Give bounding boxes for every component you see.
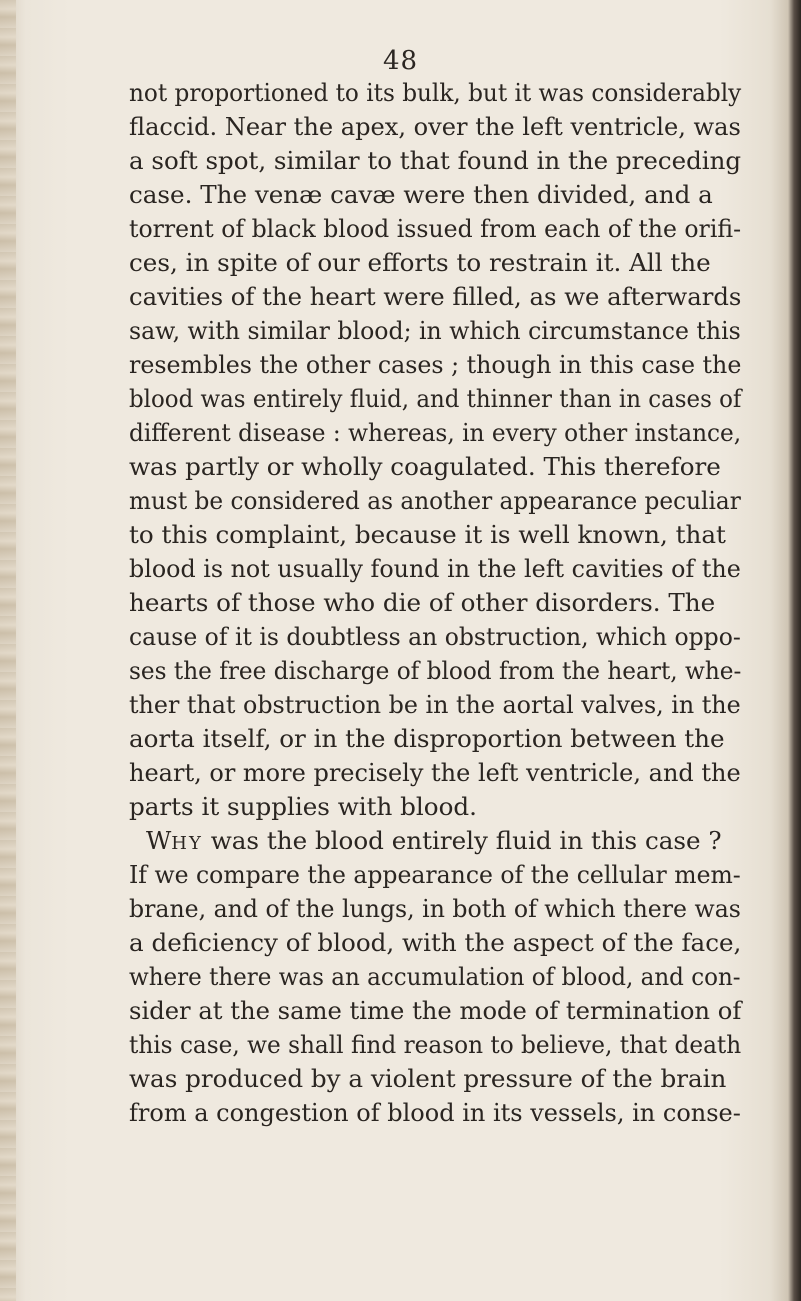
paragraph-opening-line	[146, 826, 722, 858]
text-line: where there was an accumulation of blood, and con-	[129, 962, 741, 991]
text-line: different disease : whereas, in every other instance,	[129, 418, 742, 447]
text-line: ces, in spite of our efforts to restrain it. All the	[129, 248, 711, 277]
text-line: blood was entirely fluid, and thinner than in cases of	[129, 384, 742, 413]
text-line: parts it supplies with blood.	[129, 792, 477, 821]
text-line: heart, or more precisely the left ventricle, and the	[129, 758, 741, 787]
text-line: flaccid. Near the apex, over the left ventricle, was	[129, 112, 741, 141]
drop-initial: W	[146, 826, 172, 855]
text-line: saw, with similar blood; in which circumstance this	[129, 316, 741, 345]
body-text	[0, 78, 801, 1288]
text-line: this case, we shall find reason to believe, that death	[129, 1030, 742, 1059]
text-line: If we compare the appearance of the cellular mem-	[129, 860, 741, 889]
text-line: torrent of black blood issued from each of the orifi-	[129, 214, 742, 243]
text-line: was produced by a violent pressure of the brain	[129, 1064, 727, 1093]
text-line: must be considered as another appearance peculiar	[129, 486, 741, 515]
text-line: a deficiency of blood, with the aspect of the face,	[129, 928, 742, 957]
text-line: aorta itself, or in the disproportion between the	[129, 724, 725, 753]
text-line: ther that obstruction be in the aortal valves, in the	[129, 690, 741, 719]
text-line: cause of it is doubtless an obstruction, which oppo-	[129, 622, 741, 651]
text-line: case. The venæ cavæ were then divided, and a	[129, 180, 713, 209]
page-number: 48	[382, 46, 419, 76]
text-line: a soft spot, similar to that found in the preceding	[129, 146, 742, 175]
text-line: not proportioned to its bulk, but it was considerably	[129, 78, 742, 107]
text-line: hearts of those who die of other disorders. The	[129, 588, 716, 617]
text-line: ses the free discharge of blood from the heart, whe-	[129, 656, 742, 685]
text-line: to this complaint, because it is well known, that	[129, 520, 726, 549]
text-line: resembles the other cases ; though in this case the	[129, 350, 742, 379]
text-line: cavities of the heart were filled, as we afterwards	[129, 282, 742, 311]
text-line: from a congestion of blood in its vessels, in conse-	[129, 1098, 741, 1127]
small-caps: HY	[171, 833, 203, 854]
text-line: sider at the same time the mode of termination of	[129, 996, 742, 1025]
line-rest: was the blood entirely fluid in this case ?	[202, 826, 722, 855]
text-line: brane, and of the lungs, in both of which there was	[129, 894, 741, 923]
text-line: was partly or wholly coagulated. This therefore	[129, 452, 721, 481]
text-line: blood is not usually found in the left cavities of the	[129, 554, 741, 583]
